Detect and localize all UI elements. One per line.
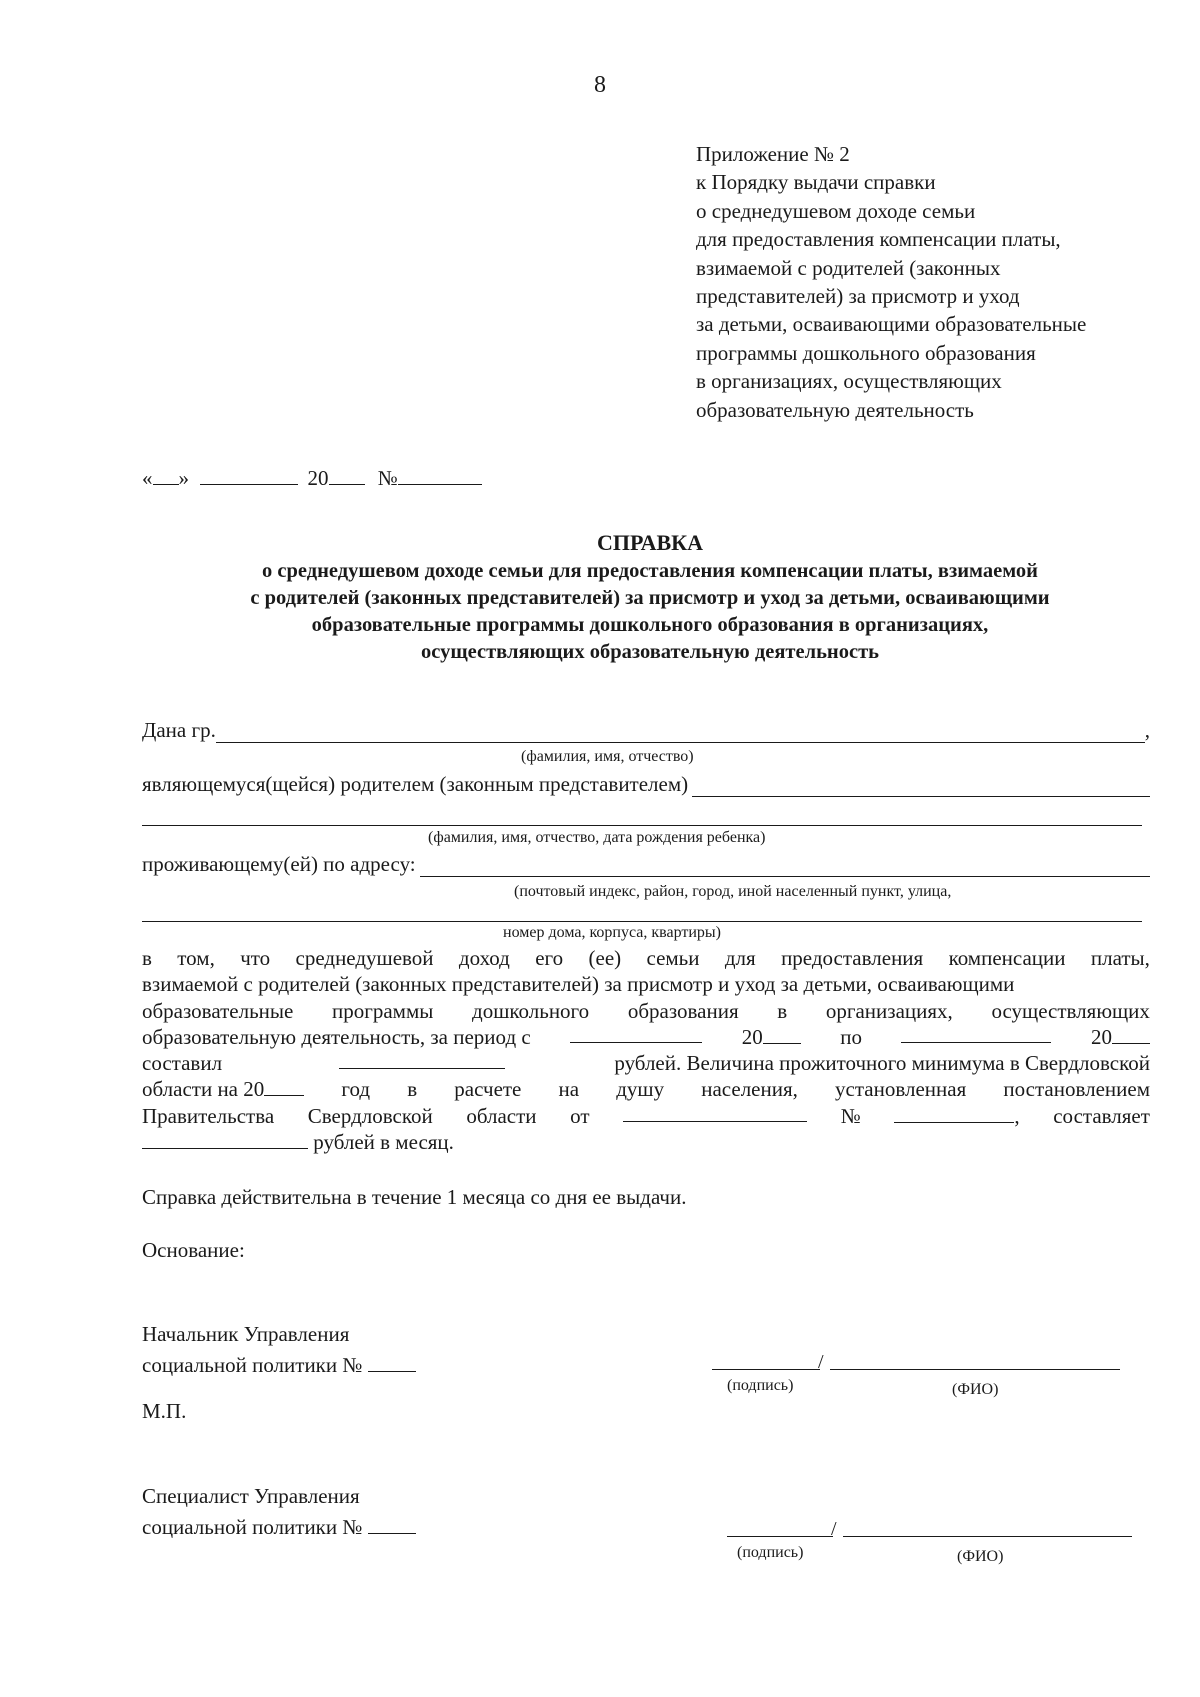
doc-number-field[interactable]	[398, 466, 482, 485]
specialist-signature-block	[142, 1481, 1150, 1543]
appendix-line: программы дошкольного образования	[696, 340, 1036, 365]
body-paragraph	[142, 945, 1150, 1155]
subtitle-line: образовательные программы дошкольного образования в организациях,	[311, 614, 989, 636]
parent-row	[142, 772, 1150, 797]
appendix-line: для предоставления компенсации платы,	[696, 227, 1061, 252]
body-line-4: образовательную деятельность, за период с 20 по 20	[142, 1024, 1150, 1050]
appendix-line: в организациях, осуществляющих	[696, 369, 1002, 394]
head-title-1: Начальник Управления	[142, 1322, 350, 1346]
document-title-block	[150, 528, 1150, 666]
validity-note: Справка действительна в течение 1 месяца со дня ее выдачи.	[142, 1185, 687, 1209]
head-department-number-field[interactable]	[368, 1353, 416, 1372]
body-line-6: области на 20 год в расчете на душу населения, установленная постановлением	[142, 1077, 1150, 1102]
head-sign-hint: (подпись)	[727, 1377, 794, 1394]
document-title: СПРАВКА	[596, 530, 704, 555]
specialist-signature-line[interactable]	[727, 1536, 833, 1537]
subtitle-line: с родителей (законных представителей) за присмотр и уход за детьми, осваивающими	[250, 587, 1050, 609]
body-line-1: в том, что среднедушевой доход его (ее) семьи для предоставления компенсации платы,	[142, 946, 1150, 970]
address-line-2[interactable]	[142, 921, 1142, 922]
specialist-title-1: Специалист Управления	[142, 1484, 360, 1508]
parent-field[interactable]	[692, 778, 1150, 797]
given-to-label: Дана гр.	[142, 718, 216, 742]
specialist-name-line[interactable]	[843, 1536, 1132, 1537]
stamp-label: М.П.	[142, 1399, 187, 1423]
year-field[interactable]	[329, 466, 365, 485]
subtitle-line: о среднедушевом доходе семьи для предоставления компенсации платы, взимаемой	[262, 560, 1038, 582]
month-field[interactable]	[200, 466, 298, 485]
appendix-line: представителей) за присмотр и уход	[696, 284, 1020, 309]
specialist-name-hint: (ФИО)	[957, 1548, 1004, 1565]
child-line[interactable]	[142, 825, 1142, 826]
appendix-note	[696, 140, 1086, 424]
given-to-row: Дана гр. ,	[142, 718, 1150, 742]
date-number-line: « » 20 №	[142, 466, 482, 491]
page-number: 8	[594, 72, 606, 98]
appendix-line: образовательную деятельность	[696, 397, 974, 422]
period-from-field[interactable]	[570, 1024, 702, 1043]
appendix-line: Приложение № 2	[696, 142, 850, 166]
appendix-line: к Порядку выдачи справки	[696, 170, 936, 195]
income-amount-field[interactable]	[339, 1050, 505, 1069]
body-line-3: образовательные программы дошкольного образования в организациях, осуществляющих	[142, 998, 1150, 1023]
minimum-year-field[interactable]	[264, 1077, 304, 1096]
specialist-title-2: социальной политики №	[142, 1515, 363, 1539]
appendix-line: взимаемой с родителей (законных	[696, 255, 1001, 280]
address-hint-1: (почтовый индекс, район, город, иной населенный пункт, улица,	[514, 883, 952, 900]
head-name-line[interactable]	[830, 1369, 1120, 1370]
body-line-5: составил рублей. Величина прожиточного минимума в Свердловской	[142, 1051, 1150, 1076]
head-title-2: социальной политики №	[142, 1353, 363, 1377]
body-line-8: рублей в месяц.	[142, 1129, 1150, 1155]
basis-label: Основание:	[142, 1238, 245, 1262]
subtitle-line: осуществляющих образовательную деятельность	[420, 641, 879, 663]
period-to-field[interactable]	[901, 1024, 1051, 1043]
minimum-amount-field[interactable]	[142, 1130, 308, 1149]
period-from-year-field[interactable]	[763, 1025, 801, 1044]
parent-label: являющемуся(щейся) родителем (законным представителем)	[142, 772, 689, 796]
given-to-field[interactable]	[216, 724, 1145, 743]
body-line-2: взимаемой с родителей (законных представителей) за присмотр и уход за детьми, осваивающими	[142, 972, 1015, 997]
address-field[interactable]	[420, 858, 1150, 877]
appendix-line: за детьми, осваивающими образовательные	[696, 312, 1087, 337]
specialist-sign-hint: (подпись)	[737, 1544, 804, 1561]
specialist-department-number-field[interactable]	[368, 1515, 416, 1534]
period-to-year-field[interactable]	[1112, 1025, 1150, 1044]
resolution-number-field[interactable]	[894, 1104, 1014, 1123]
address-label: проживающему(ей) по адресу:	[142, 852, 416, 876]
day-field[interactable]	[153, 466, 179, 485]
body-line-7: Правительства Свердловской области от № , составляет	[142, 1103, 1150, 1128]
resolution-date-field[interactable]	[623, 1103, 807, 1122]
head-signature-line[interactable]	[712, 1369, 820, 1370]
address-row	[142, 852, 1150, 877]
child-hint: (фамилия, имя, отчество, дата рождения ребенка)	[428, 829, 766, 846]
head-signature-block	[142, 1319, 1150, 1381]
head-name-hint: (ФИО)	[952, 1381, 999, 1398]
address-hint-2: номер дома, корпуса, квартиры)	[503, 924, 721, 941]
given-to-hint: (фамилия, имя, отчество)	[521, 748, 694, 765]
appendix-line: о среднедушевом доходе семьи	[696, 198, 976, 223]
